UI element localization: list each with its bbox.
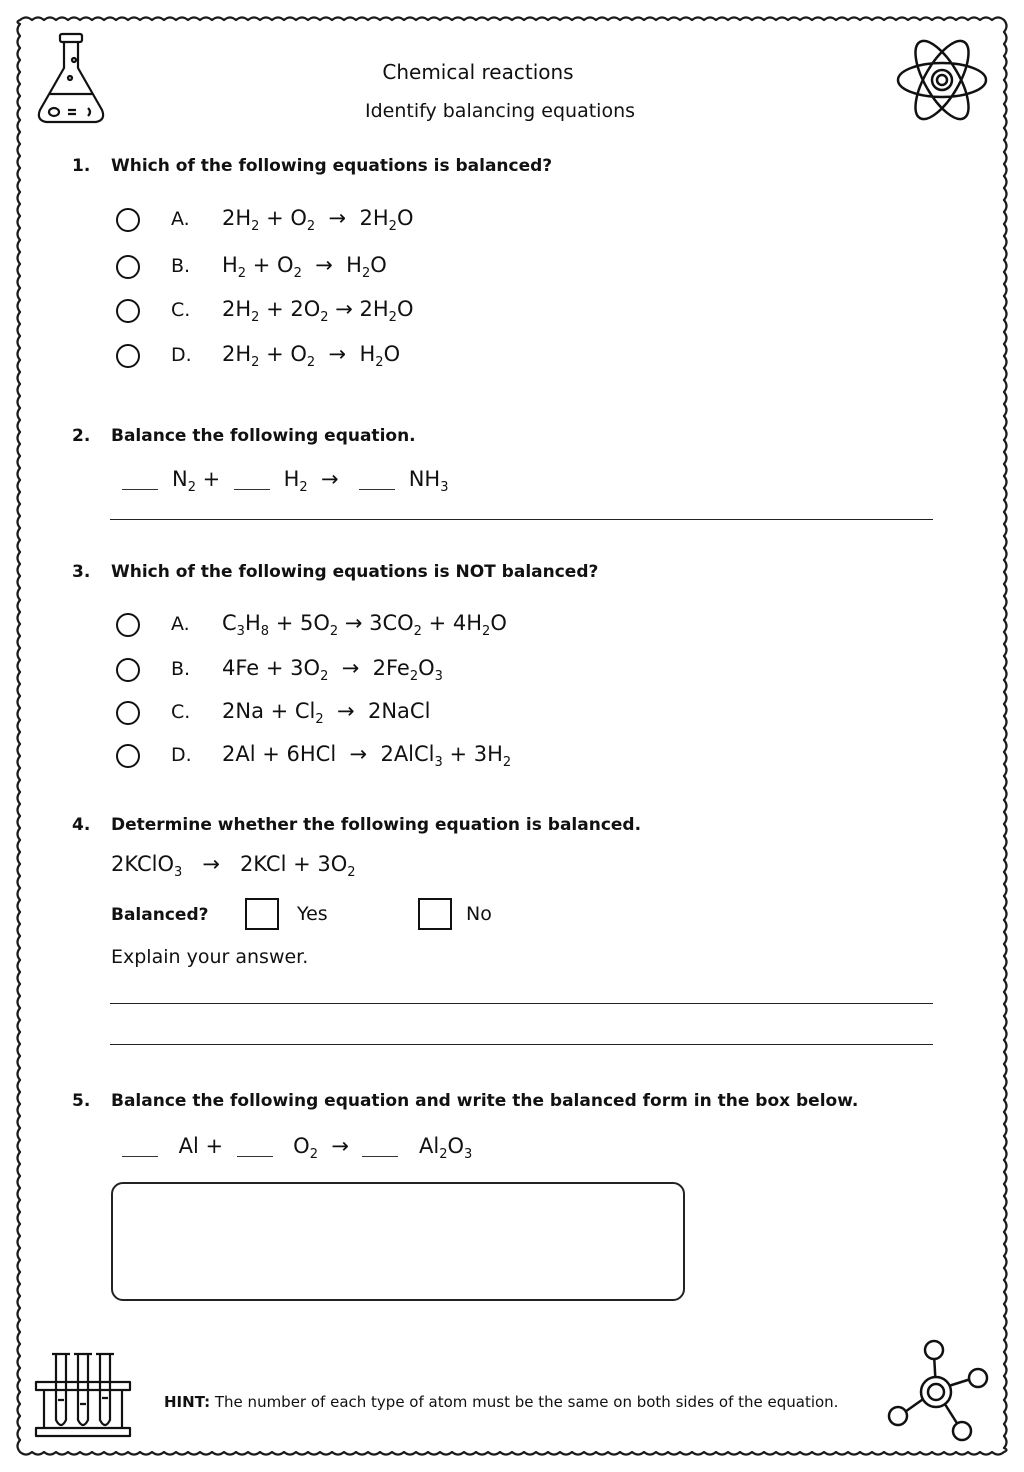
balanced-label: Balanced? <box>111 905 209 925</box>
option-equation: $2H_2 + O_2 \to H_2O$ <box>222 342 401 371</box>
answer-box[interactable] <box>111 1182 685 1301</box>
test-tubes-icon <box>32 1350 134 1442</box>
answer-line[interactable] <box>110 1003 933 1004</box>
option-letter: A. <box>171 208 190 230</box>
question-text: Balance the following equation. <box>111 426 416 446</box>
question-number: 2. <box>72 426 91 446</box>
molecule-icon <box>884 1338 992 1446</box>
no-checkbox[interactable] <box>418 898 452 930</box>
question-text: Which of the following equations is NOT balanced? <box>111 562 599 582</box>
equation-with-blanks[interactable]: $Al + O_2 \to Al_2O_3$ <box>122 1134 472 1162</box>
option-letter: D. <box>171 744 192 766</box>
q3-option-c-radio[interactable] <box>116 701 140 725</box>
page-title: Chemical reactions <box>382 60 574 84</box>
question-text: Determine whether the following equation is balanced. <box>111 815 642 835</box>
option-equation: $4Fe + 3O_2 \to 2Fe_2O_3$ <box>222 656 443 685</box>
answer-line[interactable] <box>110 1044 933 1045</box>
hint-body: The number of each type of atom must be the same on both sides of the equation. <box>214 1393 839 1411</box>
option-letter: C. <box>171 299 191 321</box>
no-label: No <box>466 903 492 925</box>
q1-option-a-radio[interactable] <box>116 208 140 232</box>
yes-checkbox[interactable] <box>245 898 279 930</box>
question-number: 1. <box>72 156 91 176</box>
option-letter: C. <box>171 701 191 723</box>
option-equation: $2H_2 + O_2 \to 2H_2O$ <box>222 206 414 235</box>
option-equation: $C_3H_8 + 5O_2 \to 3CO_2 + 4H_2O$ <box>222 611 507 640</box>
q3-option-d-radio[interactable] <box>116 744 140 768</box>
q1-option-b-radio[interactable] <box>116 255 140 279</box>
hint-label: HINT: <box>164 1393 211 1411</box>
answer-line[interactable] <box>110 519 933 520</box>
page-subtitle: Identify balancing equations <box>364 100 636 122</box>
equation-with-blanks[interactable]: $N_2 + H_2 \to NH_3$ <box>122 467 448 495</box>
question-number: 3. <box>72 562 91 582</box>
explain-label: Explain your answer. <box>111 946 309 968</box>
question-number: 4. <box>72 815 91 835</box>
hint-text <box>164 1393 838 1411</box>
option-equation: $2H_2 + 2O_2 \to 2H_2O$ <box>222 297 414 326</box>
option-letter: B. <box>171 658 191 680</box>
yes-label: Yes <box>297 903 328 925</box>
option-equation: $2Na + Cl_2$ → 2NaCl <box>222 699 431 728</box>
option-letter: B. <box>171 255 191 277</box>
option-letter: A. <box>171 613 190 635</box>
q3-option-b-radio[interactable] <box>116 658 140 682</box>
question-text: Which of the following equations is balanced? <box>111 156 553 176</box>
option-equation: 2Al + 6HCl → 2AlCl$_3$ + $3H_2$ <box>222 742 512 771</box>
equation: 2KClO$_3$ → $2KCl + 3O_2$ <box>111 852 356 881</box>
question-number: 5. <box>72 1091 91 1111</box>
question-text: Balance the following equation and write the balanced form in the box below. <box>111 1091 859 1111</box>
q1-option-d-radio[interactable] <box>116 344 140 368</box>
q1-option-c-radio[interactable] <box>116 299 140 323</box>
option-equation: $H_2 + O_2 \to H_2O$ <box>222 253 387 282</box>
option-letter: D. <box>171 344 192 366</box>
q3-option-a-radio[interactable] <box>116 613 140 637</box>
